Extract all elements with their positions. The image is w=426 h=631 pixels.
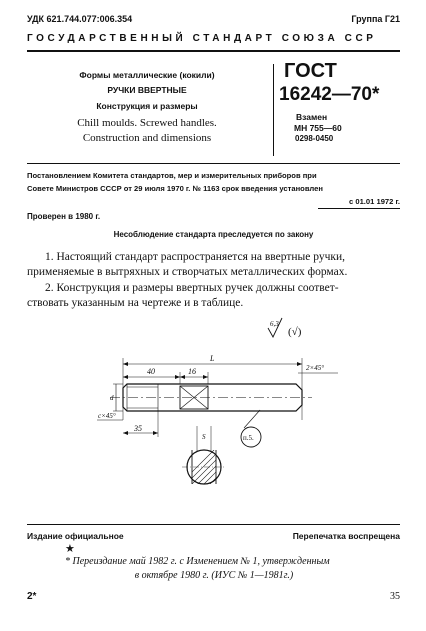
checked-note: Проверен в 1980 г.	[27, 212, 101, 221]
udk-code: УДК 621.744.077:006.354	[27, 14, 133, 24]
header-rule	[27, 50, 400, 52]
title-divider	[273, 64, 274, 156]
roughness-other-label: (√)	[288, 326, 302, 338]
dim-label-S: S	[202, 433, 206, 441]
dim-label-40: 40	[147, 367, 155, 376]
replaced-ref: МН 755—60	[294, 123, 342, 133]
decree-line-2: Совете Министров СССР от 29 июля 1970 г. № 1163 срок введения установлен	[27, 184, 323, 193]
gost-label: ГОСТ	[284, 60, 337, 82]
title-en-line-1: Chill moulds. Screwed handles.	[77, 117, 217, 129]
okp-code: 0298-0450	[295, 134, 334, 143]
official-edition: Издание официальное	[27, 531, 124, 541]
penalty-note: Несоблюдение стандарта преследуется по закону	[113, 230, 314, 239]
group-code: Группа Г21	[351, 14, 400, 24]
cross-section	[182, 448, 234, 496]
decree-line-1: Постановлением Комитета стандартов, мер и измерительных приборов при	[27, 171, 317, 180]
dim-label-L: L	[210, 354, 215, 363]
decree-line-3: с 01.01 1972 г.	[349, 197, 400, 206]
reprint-note-line-2: в октябре 1980 г. (ИУС № 1—1981г.)	[134, 570, 294, 581]
dim-label-chamfer-left: c×45°	[98, 412, 116, 420]
dim-label-16: 16	[188, 367, 196, 376]
replaced-label: Взамен	[296, 112, 328, 122]
handle-drawing	[0, 310, 426, 500]
dim-label-d: d	[110, 394, 114, 402]
para-2-line-1: 2. Конструкция и размеры ввертных ручек должны соответ-	[45, 282, 339, 294]
decree-underline	[318, 208, 400, 209]
page-left-number: 2*	[27, 591, 37, 602]
state-standard-heading: ГОСУДАРСТВЕННЫЙ СТАНДАРТ СОЮЗА ССР	[27, 33, 377, 44]
dim-label-35: 35	[134, 424, 142, 433]
title-line-3: Конструкция и размеры	[96, 101, 198, 111]
title-line-1: Формы металлические (кокили)	[79, 70, 215, 80]
para-1-line-2: применяемые в вытряхных и створчатых металлических формах.	[27, 266, 348, 278]
star-icon: ★	[65, 543, 75, 555]
page-number: 35	[390, 591, 400, 602]
gost-number: 16242—70*	[279, 84, 380, 105]
title-line-2: РУЧКИ ВВЕРТНЫЕ	[107, 85, 187, 95]
para-2-line-2: ствовать указанным на чертеже и в таблице.	[27, 297, 244, 309]
title-en-line-2: Construction and dimensions	[82, 132, 212, 144]
handle-body	[110, 384, 312, 411]
dim-label-chamfer-right: 2×45°	[306, 364, 325, 372]
title-rule	[27, 163, 400, 164]
no-reprint: Перепечатка воспрещена	[292, 531, 400, 541]
reprint-note-line-1: * Переиздание май 1982 г. с Изменением № 1, утвержденным	[65, 556, 330, 567]
para-1-line-1: 1. Настоящий стандарт распространяется на ввертные ручки,	[45, 251, 345, 263]
footer-rule	[27, 524, 400, 525]
roughness-main-label: 6,3	[270, 320, 279, 328]
note-bubble-label: п.5.	[243, 434, 254, 442]
